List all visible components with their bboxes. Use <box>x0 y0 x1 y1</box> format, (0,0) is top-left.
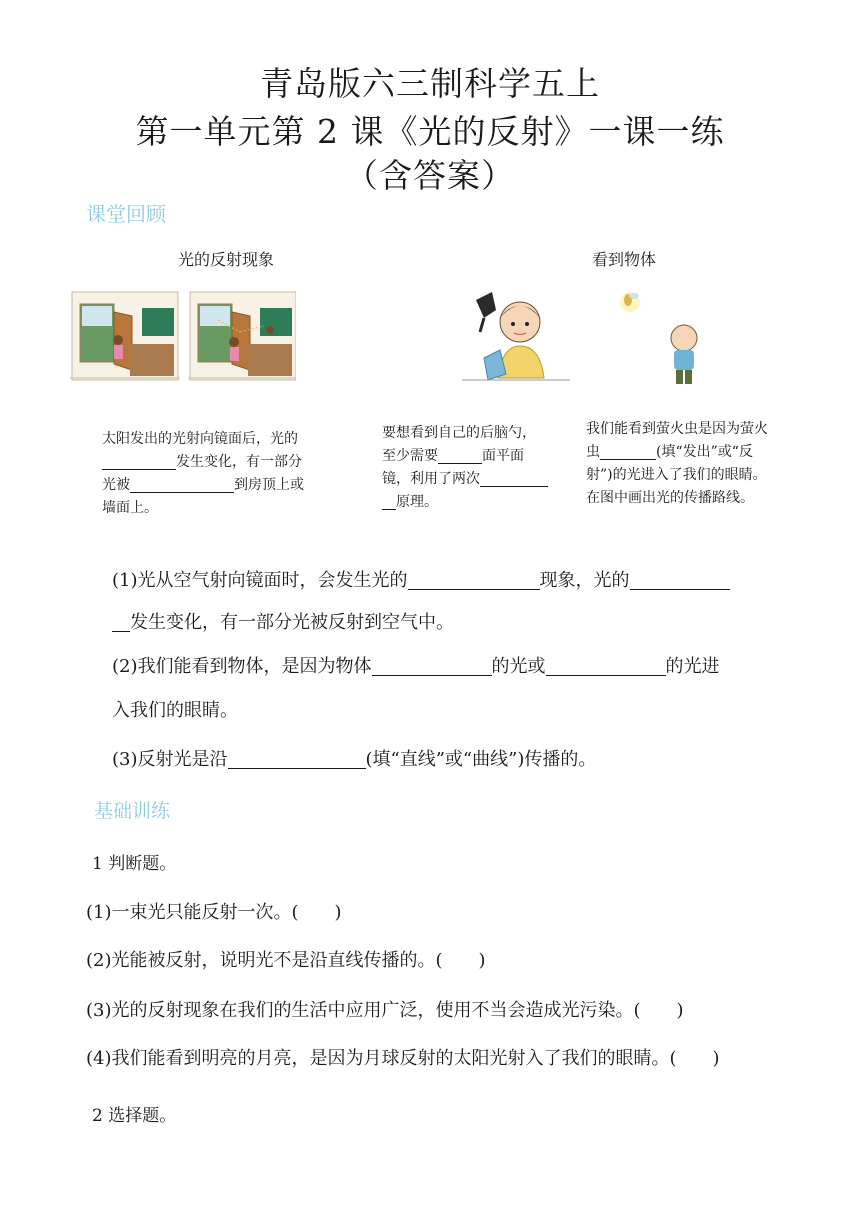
box1-line1: 太阳发出的光射向镜面后，光的 <box>102 431 298 447</box>
q2-mid: 的光或 <box>491 656 546 677</box>
box3-line2-head: 虫 <box>586 444 600 460</box>
fill-question-1 <box>112 566 730 592</box>
fill-question-2 <box>112 652 720 678</box>
box2-line2-head: 至少需要 <box>382 448 438 464</box>
q1-mid: 现象，光的 <box>539 570 630 591</box>
box3-line4: 在图中画出光的传播路线。 <box>586 490 754 506</box>
q2-head: (2)我们能看到物体，是因为物体 <box>112 656 372 677</box>
blank[interactable] <box>382 491 396 510</box>
box3-line2 <box>586 441 816 464</box>
box1-line3 <box>102 474 332 497</box>
box2-line3-head: 镜，利用了两次 <box>382 471 480 487</box>
box3-line3: 射”)的光进入了我们的眼睛。 <box>586 467 767 483</box>
box3-line2-tail: (填“发出”或“反 <box>656 444 753 460</box>
box2-line1: 要想看到自己的后脑勺， <box>382 425 536 441</box>
title-line-3: （含答案） <box>345 156 515 195</box>
box3-line1: 我们能看到萤火虫是因为萤火 <box>586 421 768 437</box>
judge-title: 1 判断题。 <box>92 854 177 874</box>
room-scene-illustration <box>70 290 296 385</box>
judge-item-4: (4)我们能看到明亮的月亮，是因为月球反射的太阳光射入了我们的眼睛。( ) <box>86 1048 720 1069</box>
box2-line4 <box>382 491 562 514</box>
blank[interactable] <box>408 571 540 590</box>
box1-line2-text: 发生变化，有一部分 <box>176 454 302 470</box>
caption-reflection: 光的反射现象 <box>178 250 275 269</box>
judge-item-1: (1)一束光只能反射一次。( ) <box>86 902 342 923</box>
section-heading-review: 课堂回顾 <box>86 202 166 226</box>
box2-line2 <box>382 445 562 468</box>
child-mirror-illustration <box>462 288 570 390</box>
blank[interactable] <box>438 445 482 464</box>
q1-head: (1)光从空气射向镜面时，会发生光的 <box>112 570 408 591</box>
firefly-boy-illustration <box>612 286 712 390</box>
blank[interactable] <box>130 474 234 493</box>
box1-line4: 墙面上。 <box>102 500 158 516</box>
box1-line3-head: 光被 <box>102 477 130 493</box>
review-box-firefly <box>586 418 816 510</box>
box2-line4-text: 原理。 <box>396 494 438 510</box>
room-scene-1 <box>70 292 180 380</box>
box2-line2-tail: 面平面 <box>482 448 524 464</box>
q3-tail: (填“直线”或“曲线”)传播的。 <box>365 749 597 770</box>
blank[interactable] <box>112 613 130 632</box>
box1-line2 <box>102 451 332 474</box>
section-heading-basic: 基础训练 <box>94 800 171 822</box>
box1-line3-tail: 到房顶上或 <box>234 477 304 493</box>
q1-tail: 发生变化，有一部分光被反射到空气中。 <box>130 612 454 633</box>
q2-tail: 的光进 <box>665 656 720 677</box>
box2-line3 <box>382 468 562 491</box>
blank[interactable] <box>546 657 666 676</box>
title-line-2: 第一单元第 2 课《光的反射》一课一练 <box>135 112 725 151</box>
choice-title: 2 选择题。 <box>92 1106 177 1126</box>
title-line-1: 青岛版六三制科学五上 <box>260 64 600 103</box>
review-box-reflection <box>102 428 332 520</box>
fill-question-3 <box>112 745 596 771</box>
blank[interactable] <box>228 750 366 769</box>
caption-seeing-objects: 看到物体 <box>592 250 657 269</box>
blank[interactable] <box>102 451 176 470</box>
judge-item-2: (2)光能被反射，说明光不是沿直线传播的。( ) <box>86 950 486 971</box>
blank[interactable] <box>600 441 656 460</box>
review-box-mirror <box>382 422 562 514</box>
fill-question-2-cont: 入我们的眼睛。 <box>112 700 238 721</box>
blank[interactable] <box>630 571 730 590</box>
fill-question-1-cont <box>112 608 454 634</box>
blank[interactable] <box>372 657 492 676</box>
judge-item-3: (3)光的反射现象在我们的生活中应用广泛，使用不当会造成光污染。( ) <box>86 1000 684 1021</box>
q3-head: (3)反射光是沿 <box>112 749 228 770</box>
room-scene-2 <box>188 292 296 380</box>
blank[interactable] <box>480 468 548 487</box>
